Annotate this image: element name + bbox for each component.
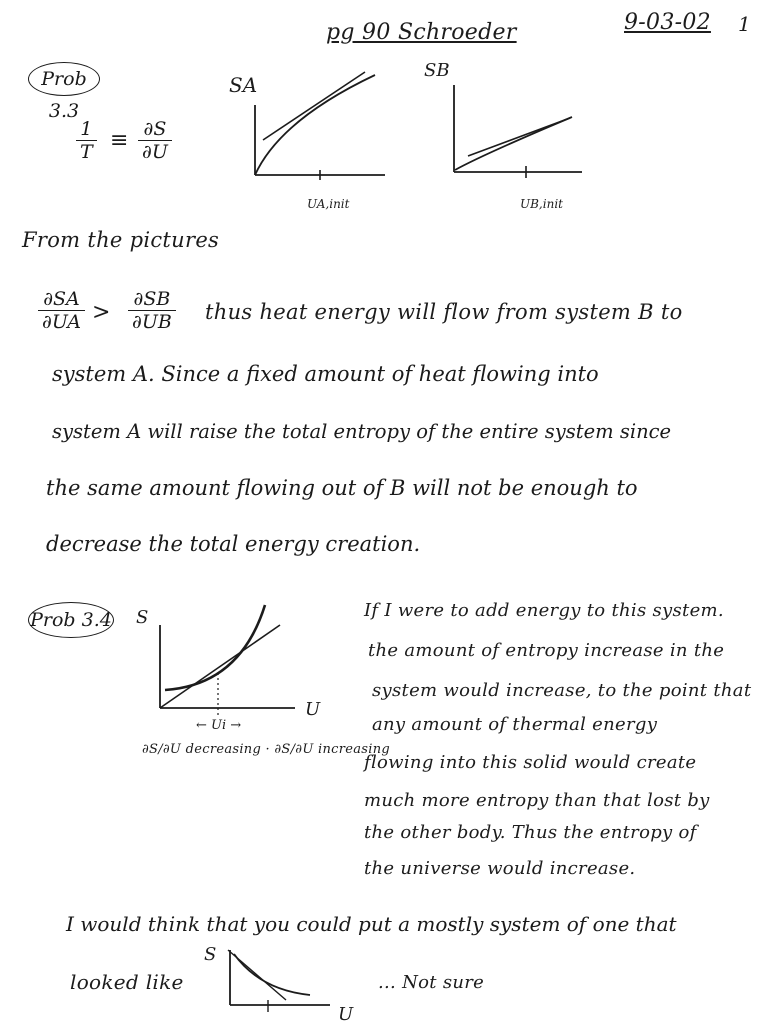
graph-34-tangent-line (160, 625, 280, 708)
prob34-text-line-4: any amount of thermal energy (372, 714, 658, 735)
prob34-text-line-3: system would increase, to the point that (372, 680, 752, 701)
problem-3-4-label: Prob 3.4 (28, 602, 114, 638)
footer-sketch-tangent (228, 950, 286, 1000)
eq-one-over-t: $\frac{1}{T}$ (76, 118, 97, 163)
graph-prob34 (130, 605, 330, 745)
page-title: pg 90 Schroeder (326, 20, 517, 45)
graph-system-b (422, 60, 592, 220)
graph-a-xlabel: UA,init (307, 197, 350, 211)
graph-34-ylabel: S (136, 607, 149, 628)
ineq-greater-than: > (92, 300, 111, 325)
prob34-derivative-caption: ∂S/∂U decreasing · ∂S/∂U increasing (142, 742, 391, 757)
prob33-text-line-3: system A will raise the total entropy of the entire system since (52, 420, 672, 443)
graph-a-tangent-line (263, 72, 365, 140)
graph-a-ylabel: SA (229, 73, 258, 97)
footer-line-1: I would think that you could put a mostly system of one that (66, 912, 677, 936)
prob33-text-line-5: decrease the total energy creation. (46, 532, 421, 556)
prob34-text-line-5: flowing into this solid would create (364, 752, 697, 773)
prob34-text-line-2: the amount of entropy increase in the (368, 640, 725, 661)
from-the-pictures: From the pictures (22, 228, 220, 252)
graph-34-ui-label: ← Ui → (196, 718, 242, 733)
page-date: 9-03-02 (624, 10, 711, 35)
footer-sketch-ylabel: S (204, 944, 217, 965)
ineq-ds-a: $\frac{\partial SA}{\partial UA}$ (38, 288, 85, 333)
prob33-text-line-4: the same amount flowing out of B will not be enough to (46, 476, 638, 500)
footer-sketch-graph (200, 940, 370, 1024)
prob34-text-line-6: much more entropy than that lost by (364, 790, 710, 811)
graph-b-xlabel: UB,init (520, 197, 563, 211)
eq-definition-sign: ≡ (110, 128, 129, 153)
graph-b-tangent-line (468, 118, 570, 156)
graph-34-entropy-curve (165, 605, 265, 690)
page-number: 1 (738, 12, 752, 36)
graph-b-entropy-curve (455, 117, 572, 170)
ineq-ds-b: $\frac{\partial SB}{\partial UB}$ (128, 288, 176, 333)
footer-sketch-xlabel: U (338, 1004, 354, 1024)
prob34-text-line-7: the other body. Thus the entropy of (364, 822, 697, 843)
graph-system-a (225, 70, 395, 220)
prob34-text-line-1: If I were to add energy to this system. (364, 600, 724, 621)
graph-b-ylabel: SB (424, 60, 450, 81)
prob33-text-line-2: system A. Since a fixed amount of heat flowing into (52, 362, 599, 386)
graph-34-xlabel: U (305, 699, 321, 720)
graph-a-entropy-curve (255, 75, 375, 175)
eq-ds-du: $\frac{\partial S}{\partial U}$ (138, 118, 172, 163)
prob33-text-line-1: thus heat energy will flow from system B to (205, 300, 683, 324)
footer-line-2-start: looked like (70, 970, 184, 994)
problem-3-3-label: Prob 3.3 (28, 62, 100, 96)
prob34-text-line-8: the universe would increase. (364, 858, 636, 879)
footer-line-2-end: ... Not sure (378, 972, 485, 993)
